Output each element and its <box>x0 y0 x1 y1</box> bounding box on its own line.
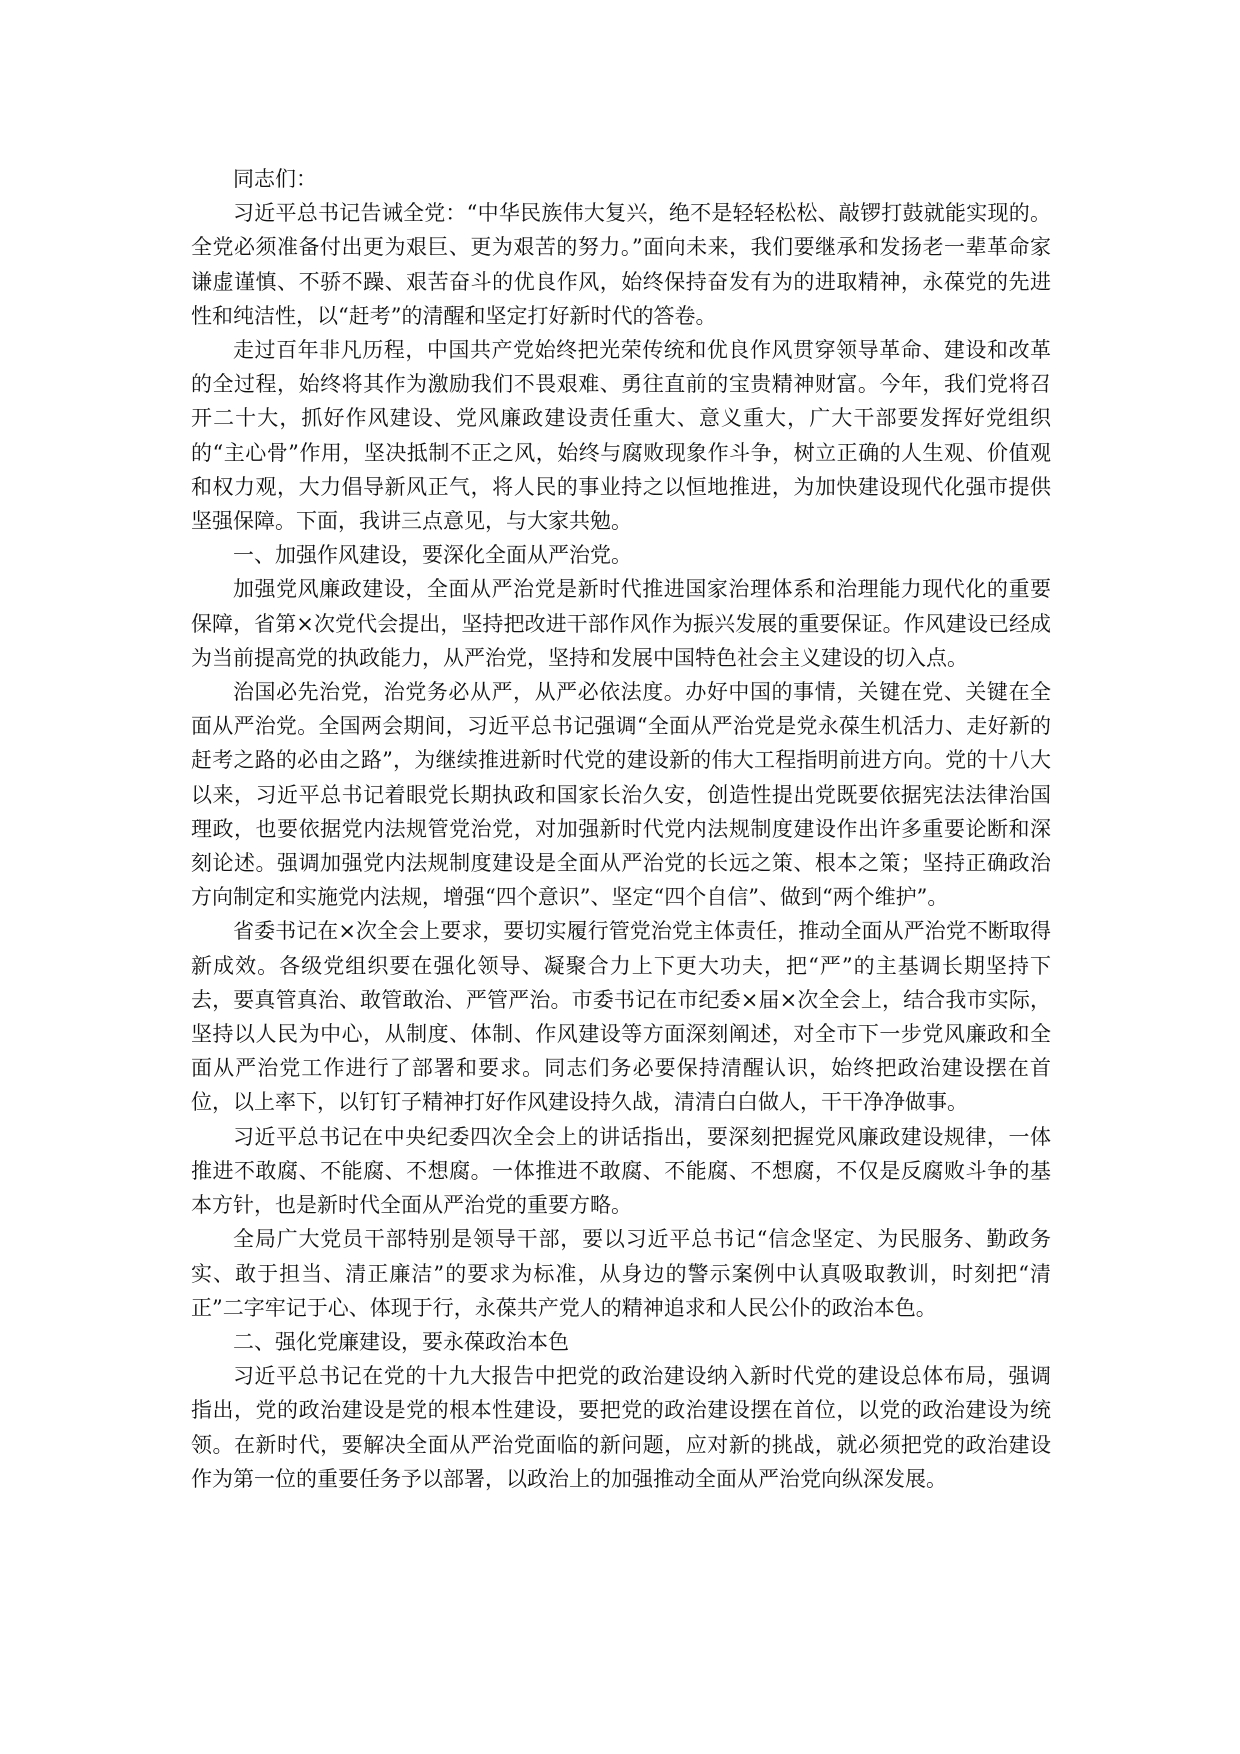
salutation: 同志们： <box>233 167 317 191</box>
paragraph: 习近平总书记告诫全党：“中华民族伟大复兴，绝不是轻轻松松、敲锣打鼓就能实现的。全党必须准备付出更为艰巨、更为艰苦的努力。”面向未来，我们要继承和发扬老一辈革命家谦虚谨慎、不骄不躁、艰苦奋斗的优良作风，始终保持奋发有为的进取精神，永葆党的先进性和纯洁性，以“赶考”的清醒和坚定打好新时代的答卷。 <box>191 201 1051 328</box>
document-page <box>191 162 1051 1496</box>
paragraph: 走过百年非凡历程，中国共产党始终把光荣传统和优良作风贯穿领导革命、建设和改革的全过程，始终将其作为激励我们不畏艰难、勇往直前的宝贵精神财富。今年，我们党将召开二十大，抓好作风建设、党风廉政建设责任重大、意义重大，广大干部要发挥好党组织的“主心骨”作用，坚决抵制不正之风，始终与腐败现象作斗争，树立正确的人生观、价值观和权力观，大力倡导新风正气，将人民的事业持之以恒地推进，为加快建设现代化强市提供坚强保障。下面，我讲三点意见，与大家共勉。 <box>191 338 1051 534</box>
paragraph: 习近平总书记在党的十九大报告中把党的政治建设纳入新时代党的建设总体布局，强调指出，党的政治建设是党的根本性建设，要把党的政治建设摆在首位，以党的政治建设为统领。在新时代，要解决全面从严治党面临的新问题，应对新的挑战，就必须把党的政治建设作为第一位的重要任务予以部署，以政治上的加强推动全面从严治党向纵深发展。 <box>191 1364 1051 1491</box>
paragraph: 治国必先治党，治党务必从严，从严必依法度。办好中国的事情，关键在党、关键在全面从严治党。全国两会期间，习近平总书记强调“全面从严治党是党永葆生机活力、走好新的赶考之路的必由之路”，为继续推进新时代党的建设新的伟大工程指明前进方向。党的十八大以来，习近平总书记着眼党长期执政和国家长治久安，创造性提出党既要依据宪法法律治国理政，也要依据党内法规管党治党，对加强新时代党内法规制度建设作出许多重要论断和深刻论述。强调加强党内法规制度建设是全面从严治党的长远之策、根本之策；坚持正确政治方向制定和实施党内法规，增强“四个意识”、坚定“四个自信”、做到“两个维护”。 <box>191 680 1051 910</box>
section-heading: 二、强化党廉建设，要永葆政治本色 <box>233 1329 569 1354</box>
paragraph: 习近平总书记在中央纪委四次全会上的讲话指出，要深刻把握党风廉政建设规律，一体推进不敢腐、不能腐、不想腐。一体推进不敢腐、不能腐、不想腐，不仅是反腐败斗争的基本方针，也是新时代全面从严治党的重要方略。 <box>191 1124 1051 1218</box>
paragraph: 省委书记在×次全会上要求，要切实履行管党治党主体责任，推动全面从严治党不断取得新成效。各级党组织要在强化领导、凝聚合力上下更大功夫，把“严”的主基调长期坚持下去，要真管真治、敢管敢治、严管严治。市委书记在市纪委×届×次全会上，结合我市实际，坚持以人民为中心，从制度、体制、作风建设等方面深刻阐述，对全市下一步党风廉政和全面从严治党工作进行了部署和要求。同志们务必要保持清醒认识，始终把政治建设摆在首位，以上率下，以钉钉子精神打好作风建设持久战，清清白白做人，干干净净做事。 <box>191 919 1051 1115</box>
paragraph: 全局广大党员干部特别是领导干部，要以习近平总书记“信念坚定、为民服务、勤政务实、敢于担当、清正廉洁”的要求为标准，从身边的警示案例中认真吸取教训，时刻把“清正”二字牢记于心、体现于行，永葆共产党人的精神追求和人民公仆的政治本色。 <box>191 1227 1051 1320</box>
paragraph: 加强党风廉政建设，全面从严治党是新时代推进国家治理体系和治理能力现代化的重要保障，省第×次党代会提出，坚持把改进干部作风作为振兴发展的重要保证。作风建设已经成为当前提高党的执政能力，从严治党，坚持和发展中国特色社会主义建设的切入点。 <box>191 577 1051 670</box>
section-heading: 一、加强作风建设，要深化全面从严治党。 <box>233 543 632 568</box>
